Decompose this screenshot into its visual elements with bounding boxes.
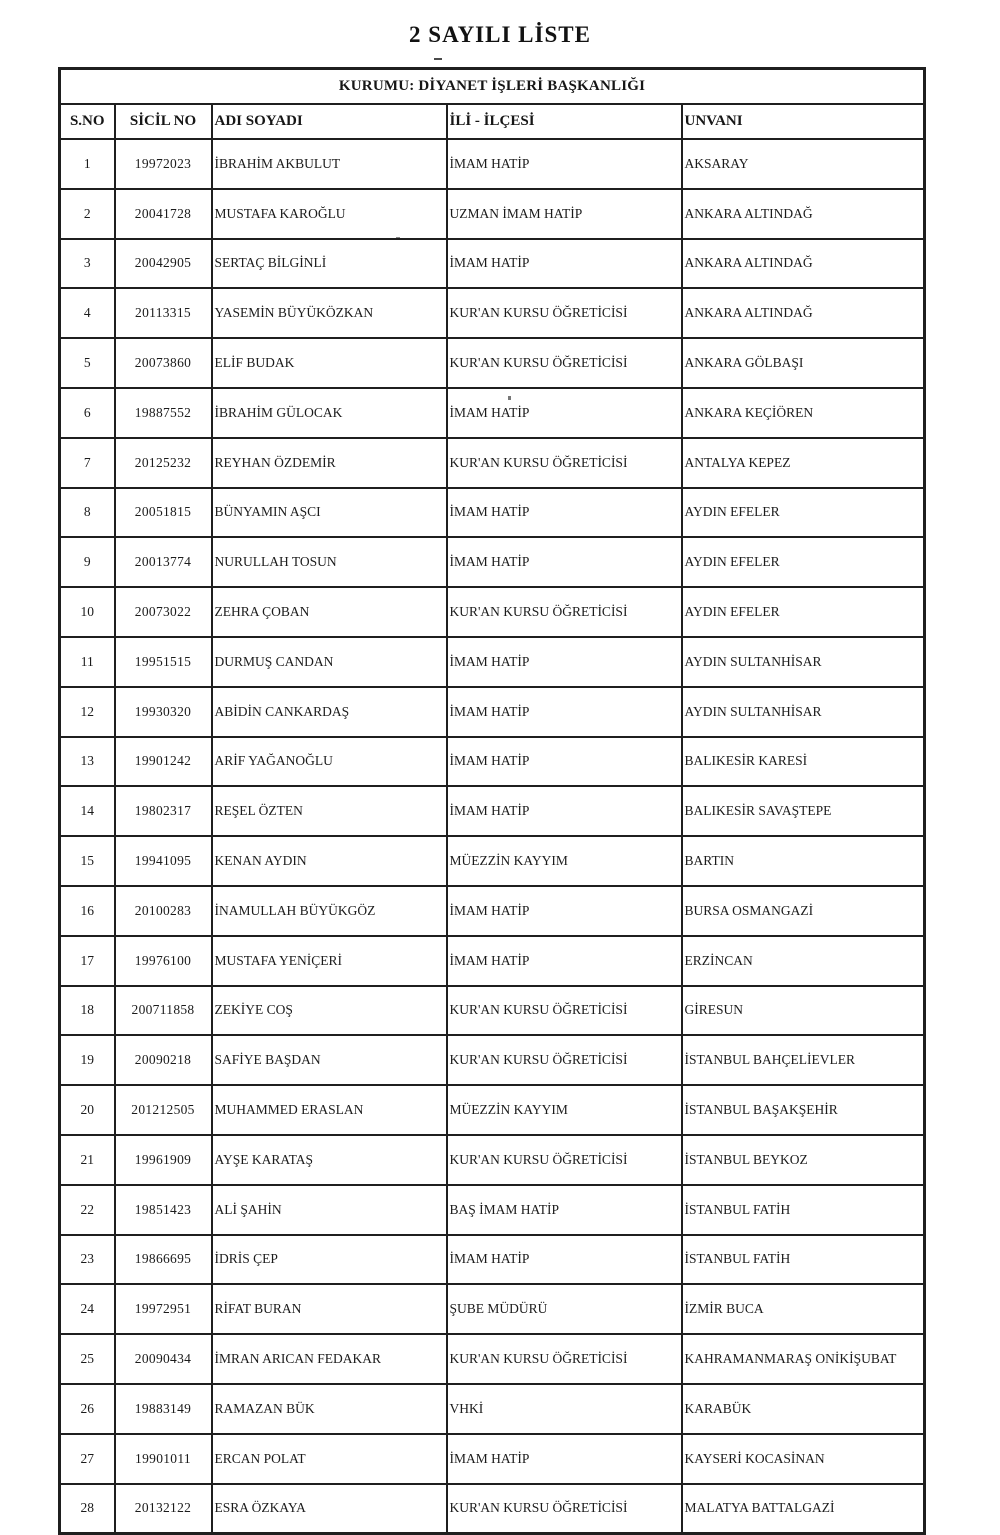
column-header-ili: İLİ - İLÇESİ: [447, 104, 682, 139]
cell-unvani: BALIKESİR SAVAŞTEPE: [682, 786, 925, 836]
cell-ili-ilcesi: İMAM HATİP: [447, 239, 682, 289]
cell-sicil-no: 19972951: [115, 1284, 212, 1334]
cell-unvani: BARTIN: [682, 836, 925, 886]
cell-sicil-no: 19802317: [115, 786, 212, 836]
cell-sno: 14: [60, 786, 115, 836]
cell-adi-soyadi: ALİ ŞAHİN: [212, 1185, 447, 1235]
cell-sno: 13: [60, 737, 115, 787]
cell-unvani: İSTANBUL FATİH: [682, 1235, 925, 1285]
table-row: [60, 1135, 925, 1185]
cell-sicil-no: 20125232: [115, 438, 212, 488]
table-row: [60, 388, 925, 438]
cell-sicil-no: 20073860: [115, 338, 212, 388]
cell-ili-ilcesi: ŞUBE MÜDÜRÜ: [447, 1284, 682, 1334]
cell-unvani: İSTANBUL FATİH: [682, 1185, 925, 1235]
cell-ili-ilcesi: KUR'AN KURSU ÖĞRETİCİSİ: [447, 1484, 682, 1534]
cell-sno: 10: [60, 587, 115, 637]
cell-sno: 9: [60, 537, 115, 587]
column-header-adi: ADI SOYADI: [212, 104, 447, 139]
cell-ili-ilcesi: İMAM HATİP: [447, 1235, 682, 1285]
cell-sno: 17: [60, 936, 115, 986]
cell-unvani: ANKARA ALTINDAĞ: [682, 189, 925, 239]
cell-unvani: BALIKESİR KARESİ: [682, 737, 925, 787]
cell-adi-soyadi: ERCAN POLAT: [212, 1434, 447, 1484]
cell-sicil-no: 20041728: [115, 189, 212, 239]
cell-adi-soyadi: ARİF YAĞANOĞLU: [212, 737, 447, 787]
cell-unvani: MALATYA BATTALGAZİ: [682, 1484, 925, 1534]
cell-sno: 12: [60, 687, 115, 737]
column-header-unvani: UNVANI: [682, 104, 925, 139]
cell-ili-ilcesi: KUR'AN KURSU ÖĞRETİCİSİ: [447, 1135, 682, 1185]
cell-sno: 26: [60, 1384, 115, 1434]
cell-ili-ilcesi: İMAM HATİP: [447, 637, 682, 687]
cell-adi-soyadi: ZEKİYE COŞ: [212, 986, 447, 1036]
cell-unvani: AYDIN SULTANHİSAR: [682, 687, 925, 737]
cell-sno: 22: [60, 1185, 115, 1235]
table-row: [60, 139, 925, 189]
cell-adi-soyadi: SAFİYE BAŞDAN: [212, 1035, 447, 1085]
cell-adi-soyadi: İDRİS ÇEP: [212, 1235, 447, 1285]
cell-sno: 3: [60, 239, 115, 289]
cell-unvani: İSTANBUL BEYKOZ: [682, 1135, 925, 1185]
cell-ili-ilcesi: İMAM HATİP: [447, 687, 682, 737]
cell-sicil-no: 19961909: [115, 1135, 212, 1185]
cell-sicil-no: 19941095: [115, 836, 212, 886]
column-header-sno: S.NO: [60, 104, 115, 139]
cell-sno: 7: [60, 438, 115, 488]
cell-sno: 1: [60, 139, 115, 189]
table-row: [60, 936, 925, 986]
cell-sicil-no: 200711858: [115, 986, 212, 1036]
table-row: [60, 1484, 925, 1534]
table-row: [60, 637, 925, 687]
cell-ili-ilcesi: KUR'AN KURSU ÖĞRETİCİSİ: [447, 1035, 682, 1085]
cell-sno: 16: [60, 886, 115, 936]
cell-sicil-no: 19976100: [115, 936, 212, 986]
cell-ili-ilcesi: KUR'AN KURSU ÖĞRETİCİSİ: [447, 438, 682, 488]
cell-sno: 2: [60, 189, 115, 239]
cell-ili-ilcesi: İMAM HATİP: [447, 737, 682, 787]
cell-unvani: AYDIN SULTANHİSAR: [682, 637, 925, 687]
personnel-table: [58, 67, 926, 1535]
table-row: [60, 1085, 925, 1135]
cell-ili-ilcesi: İMAM HATİP: [447, 936, 682, 986]
cell-sicil-no: 19901242: [115, 737, 212, 787]
table-row: [60, 288, 925, 338]
cell-ili-ilcesi: KUR'AN KURSU ÖĞRETİCİSİ: [447, 338, 682, 388]
cell-adi-soyadi: ELİF BUDAK: [212, 338, 447, 388]
cell-ili-ilcesi: İMAM HATİP: [447, 786, 682, 836]
cell-unvani: BURSA OSMANGAZİ: [682, 886, 925, 936]
cell-sicil-no: 19951515: [115, 637, 212, 687]
table-row: [60, 1185, 925, 1235]
cell-sno: 15: [60, 836, 115, 886]
table-row: [60, 1235, 925, 1285]
table-row: [60, 338, 925, 388]
table-row: [60, 1035, 925, 1085]
cell-sno: 5: [60, 338, 115, 388]
kurumu-row: [60, 69, 925, 105]
scan-artifact: [434, 58, 442, 60]
cell-adi-soyadi: İMRAN ARICAN FEDAKAR: [212, 1334, 447, 1384]
table-row: [60, 239, 925, 289]
page-title: 2 SAYILI LİSTE: [409, 22, 591, 47]
cell-sno: 27: [60, 1434, 115, 1484]
cell-sno: 11: [60, 637, 115, 687]
cell-ili-ilcesi: UZMAN İMAM HATİP: [447, 189, 682, 239]
cell-ili-ilcesi: VHKİ: [447, 1384, 682, 1434]
cell-unvani: ANKARA ALTINDAĞ: [682, 288, 925, 338]
table-row: [60, 1384, 925, 1434]
cell-adi-soyadi: DURMUŞ CANDAN: [212, 637, 447, 687]
cell-sno: 23: [60, 1235, 115, 1285]
cell-adi-soyadi: MUHAMMED ERASLAN: [212, 1085, 447, 1135]
cell-ili-ilcesi: KUR'AN KURSU ÖĞRETİCİSİ: [447, 587, 682, 637]
cell-sicil-no: 20090434: [115, 1334, 212, 1384]
cell-unvani: AYDIN EFELER: [682, 537, 925, 587]
cell-adi-soyadi: İBRAHİM GÜLOCAK: [212, 388, 447, 438]
cell-sicil-no: 19866695: [115, 1235, 212, 1285]
cell-ili-ilcesi: İMAM HATİP: [447, 886, 682, 936]
column-header-sicil: SİCİL NO: [115, 104, 212, 139]
table-row: [60, 986, 925, 1036]
cell-sicil-no: 19851423: [115, 1185, 212, 1235]
table-row: [60, 786, 925, 836]
kurumu-header: KURUMU: DİYANET İŞLERİ BAŞKANLIĞI: [60, 69, 925, 105]
cell-adi-soyadi: ESRA ÖZKAYA: [212, 1484, 447, 1534]
cell-unvani: KARABÜK: [682, 1384, 925, 1434]
cell-sicil-no: 20113315: [115, 288, 212, 338]
table-row: [60, 189, 925, 239]
cell-unvani: AYDIN EFELER: [682, 587, 925, 637]
cell-ili-ilcesi: MÜEZZİN KAYYIM: [447, 836, 682, 886]
table-row: [60, 886, 925, 936]
table-row: [60, 737, 925, 787]
cell-sicil-no: 20132122: [115, 1484, 212, 1534]
cell-adi-soyadi: SERTAÇ BİLGİNLİ: [212, 239, 447, 289]
table-body: [60, 139, 925, 1534]
cell-sicil-no: 19930320: [115, 687, 212, 737]
cell-unvani: AYDIN EFELER: [682, 488, 925, 538]
cell-sno: 8: [60, 488, 115, 538]
table-row: [60, 438, 925, 488]
table-row: [60, 1334, 925, 1384]
cell-adi-soyadi: ZEHRA ÇOBAN: [212, 587, 447, 637]
cell-ili-ilcesi: BAŞ İMAM HATİP: [447, 1185, 682, 1235]
cell-sno: 18: [60, 986, 115, 1036]
cell-adi-soyadi: REYHAN ÖZDEMİR: [212, 438, 447, 488]
cell-sicil-no: 20090218: [115, 1035, 212, 1085]
cell-sno: 21: [60, 1135, 115, 1185]
table-row: [60, 537, 925, 587]
cell-unvani: İZMİR BUCA: [682, 1284, 925, 1334]
cell-sicil-no: 20073022: [115, 587, 212, 637]
cell-sno: 28: [60, 1484, 115, 1534]
cell-sicil-no: 20100283: [115, 886, 212, 936]
cell-ili-ilcesi: İMAM HATİP: [447, 537, 682, 587]
cell-sicil-no: 19883149: [115, 1384, 212, 1434]
cell-adi-soyadi: İBRAHİM AKBULUT: [212, 139, 447, 189]
cell-ili-ilcesi: İMAM HATİP: [447, 488, 682, 538]
cell-adi-soyadi: RİFAT BURAN: [212, 1284, 447, 1334]
cell-sicil-no: 20013774: [115, 537, 212, 587]
cell-ili-ilcesi: KUR'AN KURSU ÖĞRETİCİSİ: [447, 1334, 682, 1384]
cell-ili-ilcesi: KUR'AN KURSU ÖĞRETİCİSİ: [447, 288, 682, 338]
cell-unvani: GİRESUN: [682, 986, 925, 1036]
cell-ili-ilcesi: KUR'AN KURSU ÖĞRETİCİSİ: [447, 986, 682, 1036]
cell-adi-soyadi: REŞEL ÖZTEN: [212, 786, 447, 836]
cell-unvani: ANKARA ALTINDAĞ: [682, 239, 925, 289]
cell-adi-soyadi: NURULLAH TOSUN: [212, 537, 447, 587]
cell-sicil-no: 20042905: [115, 239, 212, 289]
cell-adi-soyadi: AYŞE KARATAŞ: [212, 1135, 447, 1185]
table-row: [60, 1434, 925, 1484]
table-row: [60, 836, 925, 886]
cell-sno: 24: [60, 1284, 115, 1334]
cell-sno: 20: [60, 1085, 115, 1135]
cell-ili-ilcesi: İMAM HATİP: [447, 139, 682, 189]
cell-adi-soyadi: ABİDİN CANKARDAŞ: [212, 687, 447, 737]
table-row: [60, 587, 925, 637]
cell-unvani: ERZİNCAN: [682, 936, 925, 986]
cell-unvani: İSTANBUL BAŞAKŞEHİR: [682, 1085, 925, 1135]
cell-sno: 4: [60, 288, 115, 338]
table-row: [60, 1284, 925, 1334]
cell-adi-soyadi: YASEMİN BÜYÜKÖZKAN: [212, 288, 447, 338]
cell-unvani: KAYSERİ KOCASİNAN: [682, 1434, 925, 1484]
cell-ili-ilcesi: İMAM HATİP: [447, 1434, 682, 1484]
table-row: [60, 687, 925, 737]
cell-unvani: İSTANBUL BAHÇELİEVLER: [682, 1035, 925, 1085]
cell-adi-soyadi: KENAN AYDIN: [212, 836, 447, 886]
cell-sicil-no: 20051815: [115, 488, 212, 538]
cell-sicil-no: 19972023: [115, 139, 212, 189]
cell-unvani: KAHRAMANMARAŞ ONİKİŞUBAT: [682, 1334, 925, 1384]
cell-sno: 19: [60, 1035, 115, 1085]
cell-adi-soyadi: MUSTAFA KAROĞLU: [212, 189, 447, 239]
cell-ili-ilcesi: İMAM HATİP: [447, 388, 682, 438]
cell-sno: 6: [60, 388, 115, 438]
cell-sicil-no: 19887552: [115, 388, 212, 438]
table-row: [60, 488, 925, 538]
cell-unvani: ANKARA KEÇİÖREN: [682, 388, 925, 438]
cell-ili-ilcesi: MÜEZZİN KAYYIM: [447, 1085, 682, 1135]
cell-sicil-no: 201212505: [115, 1085, 212, 1135]
cell-adi-soyadi: MUSTAFA YENİÇERİ: [212, 936, 447, 986]
cell-unvani: ANKARA GÖLBAŞI: [682, 338, 925, 388]
cell-sicil-no: 19901011: [115, 1434, 212, 1484]
cell-unvani: ANTALYA KEPEZ: [682, 438, 925, 488]
cell-unvani: AKSARAY: [682, 139, 925, 189]
cell-sno: 25: [60, 1334, 115, 1384]
cell-adi-soyadi: RAMAZAN BÜK: [212, 1384, 447, 1434]
cell-adi-soyadi: İNAMULLAH BÜYÜKGÖZ: [212, 886, 447, 936]
column-header-row: [60, 104, 925, 139]
cell-adi-soyadi: BÜNYAMIN AŞCI: [212, 488, 447, 538]
